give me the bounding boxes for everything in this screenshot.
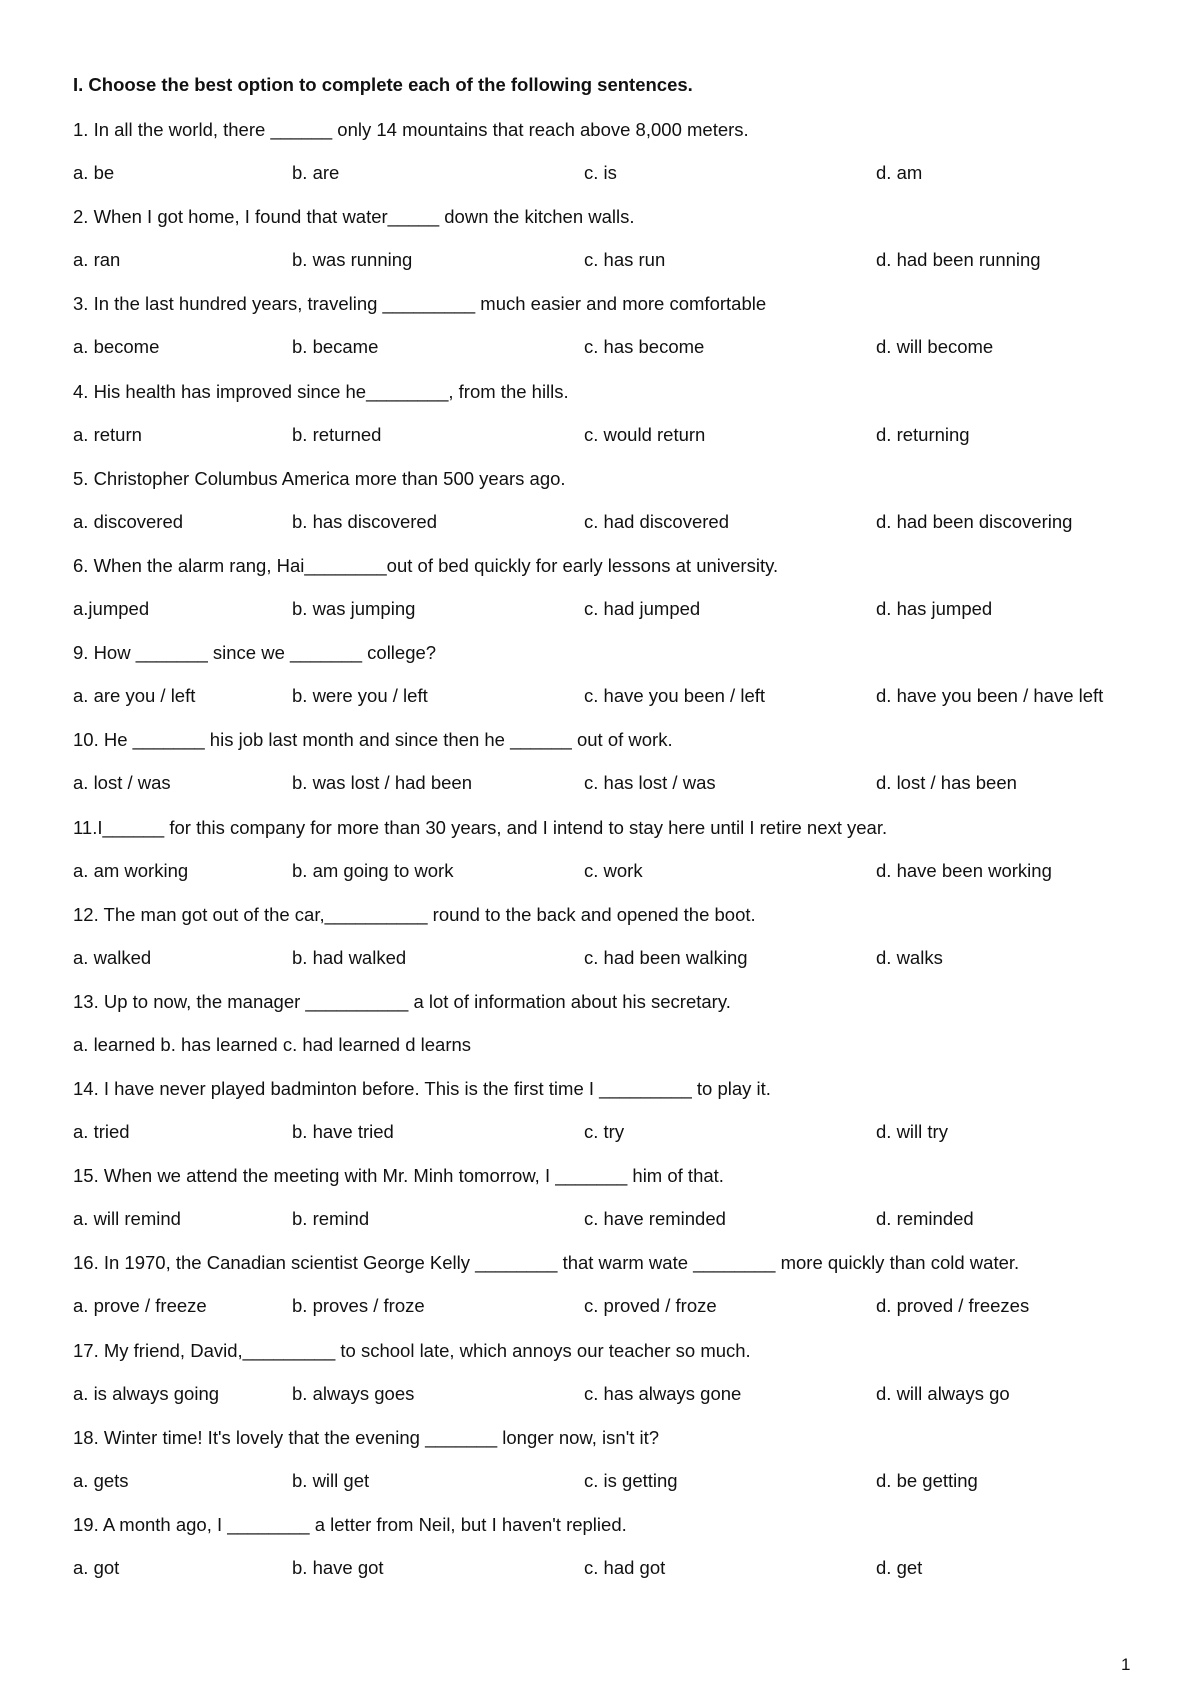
- answer-option: c. have reminded: [584, 1208, 726, 1230]
- question-item: [73, 641, 1163, 728]
- question-item: [73, 118, 1163, 205]
- answer-option: a. will remind: [73, 1208, 181, 1230]
- answer-option: b. are: [292, 162, 340, 183]
- answer-option: b. will get: [292, 1469, 370, 1491]
- answer-options: [73, 1382, 1163, 1406]
- answer-option: d. has jumped: [876, 597, 993, 619]
- question-item: [73, 467, 1163, 554]
- question-stem: 5. Christopher Columbus America more than 500 years ago.: [73, 467, 566, 489]
- answer-option: a. prove / freeze: [73, 1295, 207, 1317]
- answer-options: [73, 859, 1163, 883]
- page-number: 1: [1121, 1655, 1131, 1674]
- answer-options: [73, 1469, 1163, 1493]
- answer-option: b. were you / left: [292, 685, 428, 707]
- answer-option: b. have got: [292, 1557, 384, 1578]
- answer-options: [73, 335, 1163, 359]
- answer-option: c. has always gone: [584, 1382, 742, 1404]
- question-stem: 14. I have never played badminton before. This is the first time I _________ to play it.: [73, 1078, 771, 1100]
- answer-option: d. lost / has been: [876, 772, 1017, 794]
- answer-option: c. has run: [584, 249, 666, 271]
- answer-options: [73, 161, 1163, 185]
- question-item: [73, 816, 1163, 903]
- question-item: [73, 1164, 1163, 1251]
- answer-option: c. had been walking: [584, 946, 748, 968]
- answer-option: c. had got: [584, 1557, 666, 1578]
- question-stem: 1. In all the world, there ______ only 14 mountains that reach above 8,000 meters.: [73, 119, 749, 140]
- answer-options: [73, 597, 1163, 621]
- answer-options: [73, 423, 1163, 447]
- answer-option: d. have been working: [876, 859, 1052, 881]
- question-stem: 15. When we attend the meeting with Mr. Minh tomorrow, I _______ him of that.: [73, 1165, 724, 1187]
- answer-options: [73, 771, 1163, 795]
- question-stem: 4. His health has improved since he________, from the hills.: [73, 380, 569, 402]
- answer-option: d. have you been / have left: [876, 685, 1104, 707]
- question-item: [73, 292, 1163, 379]
- answer-option: b. became: [292, 336, 379, 358]
- answer-option: b. remind: [292, 1208, 370, 1230]
- answer-option: d. proved / freezes: [876, 1295, 1030, 1317]
- question-stem: 6. When the alarm rang, Hai________out of bed quickly for early lessons at university.: [73, 554, 779, 576]
- question-stem: 18. Winter time! It's lovely that the evening _______ longer now, isn't it?: [73, 1426, 660, 1448]
- answer-options: [73, 1294, 1163, 1318]
- answer-options: [73, 1120, 1163, 1144]
- answer-option: a. tried: [73, 1121, 130, 1143]
- answer-option: b. was lost / had been: [292, 772, 472, 794]
- question-item: [73, 380, 1163, 467]
- answer-option: a.jumped: [73, 597, 150, 619]
- answer-options: [73, 510, 1163, 534]
- answer-option: a. is always going: [73, 1382, 220, 1404]
- answer-option: c. has become: [584, 336, 705, 358]
- answer-option: a. discovered: [73, 510, 184, 532]
- answer-option: b. am going to work: [292, 859, 454, 881]
- question-stem: 3. In the last hundred years, traveling _________ much easier and more comfortable: [73, 293, 767, 315]
- question-item: [73, 1251, 1163, 1338]
- question-stem: 13. Up to now, the manager __________ a lot of information about his secretary.: [73, 990, 731, 1012]
- answer-option: b. had walked: [292, 946, 407, 968]
- question-stem: 10. He _______ his job last month and since then he ______ out of work.: [73, 729, 673, 751]
- answer-option: a. return: [73, 423, 142, 445]
- question-item: [73, 205, 1163, 292]
- answer-option: b. proves / froze: [292, 1295, 425, 1317]
- question-item: [73, 990, 1163, 1077]
- question-stem: 2. When I got home, I found that water_____ down the kitchen walls.: [73, 206, 635, 228]
- answer-option: d. had been discovering: [876, 510, 1073, 532]
- answer-option: b. returned: [292, 423, 382, 445]
- answer-option: a. are you / left: [73, 685, 196, 707]
- answer-option: a. got: [73, 1557, 120, 1578]
- answer-option: d. walks: [876, 946, 943, 968]
- answer-option: a. lost / was: [73, 772, 171, 794]
- answer-option: d. will become: [876, 336, 994, 358]
- answer-option: c. had discovered: [584, 510, 730, 532]
- question-stem: 9. How _______ since we _______ college?: [73, 642, 437, 664]
- answer-option: d. will always go: [876, 1382, 1010, 1404]
- question-stem: 12. The man got out of the car,__________ round to the back and opened the boot.: [73, 903, 756, 925]
- answer-option: d. reminded: [876, 1208, 974, 1230]
- question-stem: 17. My friend, David,_________ to school late, which annoys our teacher so much.: [73, 1339, 751, 1361]
- question-list: [73, 118, 1163, 1600]
- answer-options: [73, 1033, 1163, 1057]
- question-stem: 11.I______ for this company for more than 30 years, and I intend to stay here until I retire next year.: [73, 816, 888, 838]
- answer-option: a. am working: [73, 859, 189, 881]
- answer-option: c. is getting: [584, 1469, 678, 1491]
- answer-option: d. get: [876, 1557, 923, 1578]
- answer-options: [73, 1556, 1163, 1580]
- answer-option: b. has discovered: [292, 510, 438, 532]
- answer-option: c. try: [584, 1121, 625, 1143]
- answer-option: c. had jumped: [584, 597, 701, 619]
- question-stem: 19. A month ago, I ________ a letter from Neil, but I haven't replied.: [73, 1514, 627, 1535]
- answer-option: a. gets: [73, 1469, 129, 1491]
- answer-option: a. become: [73, 336, 160, 358]
- answer-option: d. had been running: [876, 249, 1041, 271]
- answer-option: c. work: [584, 859, 643, 881]
- answer-options: [73, 248, 1163, 272]
- question-item: [73, 1077, 1163, 1164]
- answer-options: [73, 684, 1163, 708]
- question-item: [73, 1339, 1163, 1426]
- answer-option: d. am: [876, 162, 923, 183]
- answer-options: [73, 946, 1163, 970]
- answer-option: a. walked: [73, 946, 152, 968]
- answer-option: c. would return: [584, 423, 706, 445]
- section-heading: I. Choose the best option to complete each of the following sentences.: [73, 74, 693, 95]
- answer-option: d. be getting: [876, 1469, 978, 1491]
- answer-options: [73, 1207, 1163, 1231]
- question-item: [73, 554, 1163, 641]
- question-stem: 16. In 1970, the Canadian scientist George Kelly ________ that warm wate ________ more quickly than cold water.: [73, 1252, 1020, 1274]
- answer-option: a. ran: [73, 249, 121, 271]
- answer-option: a. be: [73, 162, 115, 183]
- answer-option: c. has lost / was: [584, 772, 716, 794]
- answer-option: b. always goes: [292, 1382, 415, 1404]
- answer-option: d. will try: [876, 1121, 948, 1143]
- question-item: [73, 1426, 1163, 1513]
- question-item: [73, 903, 1163, 990]
- answer-option: c. have you been / left: [584, 685, 766, 707]
- answer-option: b. was jumping: [292, 597, 416, 619]
- answer-option: b. was running: [292, 249, 413, 271]
- question-item: [73, 728, 1163, 815]
- answer-option: c. is: [584, 162, 617, 183]
- question-item: [73, 1513, 1163, 1600]
- answer-option: b. have tried: [292, 1121, 394, 1143]
- answer-option: a. learned b. has learned c. had learned d learns: [73, 1033, 472, 1055]
- answer-option: d. returning: [876, 423, 970, 445]
- answer-option: c. proved / froze: [584, 1295, 717, 1317]
